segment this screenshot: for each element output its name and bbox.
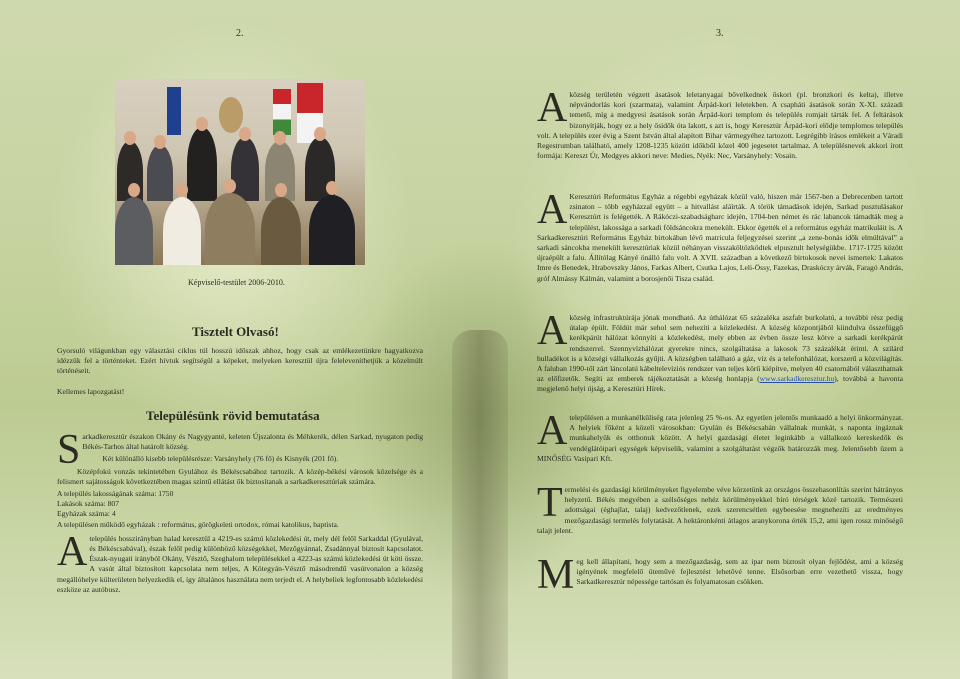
page-number-right: 3. — [716, 28, 724, 39]
intro-stat: Egyházak száma: 4 — [57, 509, 116, 519]
conclusion-paragraph: Meg kell állapítani, hogy sem a mezőgazdaság, sem az ipar nem biztosít olyan fejlődést, ami a község igényének megfelelő üteművé fejlesztést lehetővé tenne. Elsősorban erre vezethető vissza, hogy Sarkadkeresztúr népessége tartósan és folyamatosan csökken. — [537, 552, 903, 598]
person-head — [326, 181, 338, 195]
wall-crest — [219, 97, 243, 133]
drop-cap: M — [537, 552, 575, 598]
greeting-text — [57, 346, 423, 379]
drop-cap: A — [537, 85, 568, 131]
intro-title: Településünk rövid bemutatása — [146, 408, 320, 423]
drop-cap: A — [537, 308, 568, 354]
person — [261, 197, 301, 265]
person — [309, 195, 355, 265]
intro-p4: Atelepülés hosszirányban halad keresztül a 4219-es számú közlekedési út, mely dél felől Sarkaddal (Gyulával, és Békéscsabával), észak felől pedig különböző községekkel, Mezőgyánnal, Zsadánnyal biztosít kapcsolatot. Észak-nyugati irányból Okány, Vésztő, Szeghalom településekkel a 4223-as számú közlekedési út köti össze. A vasút által biztosított kapcsolata nem teljes, A Kötegyán-Vésztő másodrendű vasútvonalon a község megállóhelye külterületen helyezkedik el, így általános használata nem terjedt el. A helybeliek legfontosabb közlekedési eszköze az autóbusz. — [57, 528, 423, 594]
economy-paragraph: Termelési és gazdasági körülményeket figyelembe véve körzetünk az országos összehasonlítás szerint hátrányos helyzetű. Békés megyében a szélsőséges nehéz körülményekkel bíró térségek közé tartozik. Természeti adottságai (éghajlat, talaj) kedvezőtlenek, ezek szerencsétlen egybeesése megnehezíti az eredményes mezőgazdasági termelés folytatását. A hektáronkénti átlagos aranykorona érték 15,2, ami igen rossz minőségű talajt jelent. — [537, 480, 903, 535]
person-head — [314, 127, 326, 141]
intro-stat: A településen működő egyházak : református, görögkeleti ortodox, római katolikus, baptista. — [57, 519, 339, 529]
council-group-photo — [115, 79, 365, 265]
intro-p1: Sarkadkeresztúr északon Okány és Nagygyanté, keleten Újszalonta és Méhkerék, délen Sarkad, nyugaton pedig Békés-Tarhos által határolt község. — [57, 427, 423, 473]
page-number-left: 2. — [236, 28, 244, 39]
person — [205, 193, 255, 265]
infrastructure-paragraph: Aközség infrastruktúrája jónak mondható. Az úthálózat 65 százaléka aszfalt burkolatú, a további rész pedig útalap épült. Földút már sehol sem nehezíti a közlekedést. A község központjából kiindulva összefüggő kerékpárút hálózat könnyíti a közlekedést, mely ebben az évben össze lesz kötve a sarkadi kerékpárút rendszerrel. Szennyvízhálózat gyerekre nincs, szolgáltatása a lakosok 73 százalékát érinti. A szilárd hulladékot is a községi vállalkozás gyűjti. A községben található a gáz, víz és a telefonhálózat, korszerű a közvilágítás. A faluban 1990-től zárt láncolatú kábeltelevíziós rendszer van teljes körű kiépítve, melyen 40 csatornából választhatnak az előfizetők. Segíti az emberek tájékoztatását a község honlapja (www.sarkadkeresztur.hu), továbbá a havonta megjelenő helyi újság, a Keresztúri Hírek. — [537, 308, 903, 394]
intro-p3: Középfokú vonzás tekintetében Gyulához és Békéscsabához tartozik. A közép-békési városok közelsége és a felismert sajátosságok következtében magas szintű ellátást ők biztosítanak a sarkadkeresztúriak számára. — [57, 466, 423, 486]
drop-cap: T — [537, 480, 563, 526]
person-head — [224, 179, 236, 193]
person-head — [124, 131, 136, 145]
person — [115, 197, 153, 265]
person-head — [196, 117, 208, 131]
website-link[interactable]: www.sarkadkeresztur.hu — [759, 374, 835, 384]
person-head — [275, 183, 287, 197]
drop-cap: A — [57, 528, 88, 575]
person — [231, 137, 259, 201]
employment-paragraph: Atelepülésen a munkanélküliség rata jelenleg 25 %-os. Az egyetlen jelentős munkaadó a helyi önkormányzat. A helyiek főként a közeli városokban: Gyulán és Békéscsabán vállalnak munkát, s naponta ingáznak munkahelyük és otthonuk között. A helyi gazdasági életet leginkább a vállalkozó kereskedők és vendéglátóipari egységek képviselik, valamint a szolgáltatást végzők határozzák meg. Jelentősebb üzem a MINŐSÉG Vasipari Kft. — [537, 408, 903, 463]
person — [187, 127, 217, 201]
flag-eu — [167, 87, 181, 135]
drop-cap: A — [537, 408, 568, 454]
intro-p2: Két különálló kisebb településrésze: Varsányhely (76 fő) és Kisnyék (201 fő). — [102, 454, 339, 464]
greeting-body: Gyorsuló világunkban egy választási ciklus túl hosszú időszak ahhoz, hogy csak az emlékezetünkre hagyatkozva idézzük fel a történteket. Ezért hívtuk segítségül a képeket, melyeken keresztül újra feleleveníthetjük a közelmúlt történéseit. — [57, 346, 423, 376]
person — [147, 145, 173, 201]
person-head — [128, 183, 140, 197]
intro-stat: Lakások száma: 807 — [57, 499, 119, 509]
right-page — [480, 0, 960, 679]
person-head — [154, 135, 166, 149]
flag-hungary — [273, 89, 291, 135]
greeting-title: Tisztelt Olvasó! — [192, 324, 279, 339]
church-paragraph: A Keresztúri Református Egyház a régebbi egyházak közül való, hiszen már 1567-ben a Debrecenben tartott zsinaton – több egyházzal együtt – a hitvallást aláírták. A török támadások idején, Sarkad pusztulásakor Keresztúrt is felégették. A Rákóczi-szabadságharc idején, 1704-ben német és rác labancok támadták meg a települést, lakossága a sarkadi földsáncokra menekült. Ekkor égették el a református egyház matrikuláit is. A Sarkadkeresztúri Református Egyház birtokában lévő matricula feljegyzései szerint „a zene-bonás idők elmúltával” a sarkadi sáncokba menekült keresztúriak közül néhányan visszaköltözködtek elpusztult helységükbe. 1717-1725 között újraépült a falu. Állítólag Kányé önálló falu volt. A XVII. században a következő birtokosok nevei ismertek: Lakatos Imre és Benedek, Hrabovszky János, Farkas Albert, Csutka Lajos, Leli-Össy, Fazekas, Draskóczy árvák, Faragó András, gróf Almássy Kálmán, valamint a borosjenői Tisza család. — [537, 187, 903, 283]
person-head — [274, 131, 286, 145]
intro-text — [57, 427, 423, 597]
history-paragraph: Aközség területén végzett ásatások leletanyagai bővelkednek őskori (pl. bronzkori és kelta), illetve népvándorlás kori (szarmata), valamint Árpád-kori leletekben. A csapháti ásatások során X-XI. századi temető, míg a medgyesi ásatások során Árpád-kori templom és település romjait tárták fel. A feltárások bizonyítják, hogy ez a hely ősidők óta lakott, s azt is, hogy Keresztúr Árpád-kori elődje templomos település volt. A település ezer évig a Szent István által alapított Bihar vármegyéhez tartozott. Legrégibb írásos emlékeit a Váradi Regestrumban található, amely 1208-1235 között időkből közel 400 jegesetet tartalmaz. A településnevek akkori írott formája: Kereszt Úr, Medgyes akkori neve: Medies, Nyék: Nec, Varsányhely: Vosain. — [537, 85, 903, 161]
greeting-closing: Kellemes lapozgatást! — [57, 387, 125, 396]
drop-cap: A — [537, 187, 568, 233]
person — [163, 197, 201, 265]
person-head — [176, 183, 188, 197]
drop-cap: S — [57, 427, 81, 473]
intro-stat: A település lakosságának száma: 1750 — [57, 489, 174, 499]
person-head — [239, 127, 251, 141]
photo-caption: Képviselő-testület 2006-2010. — [188, 278, 285, 287]
